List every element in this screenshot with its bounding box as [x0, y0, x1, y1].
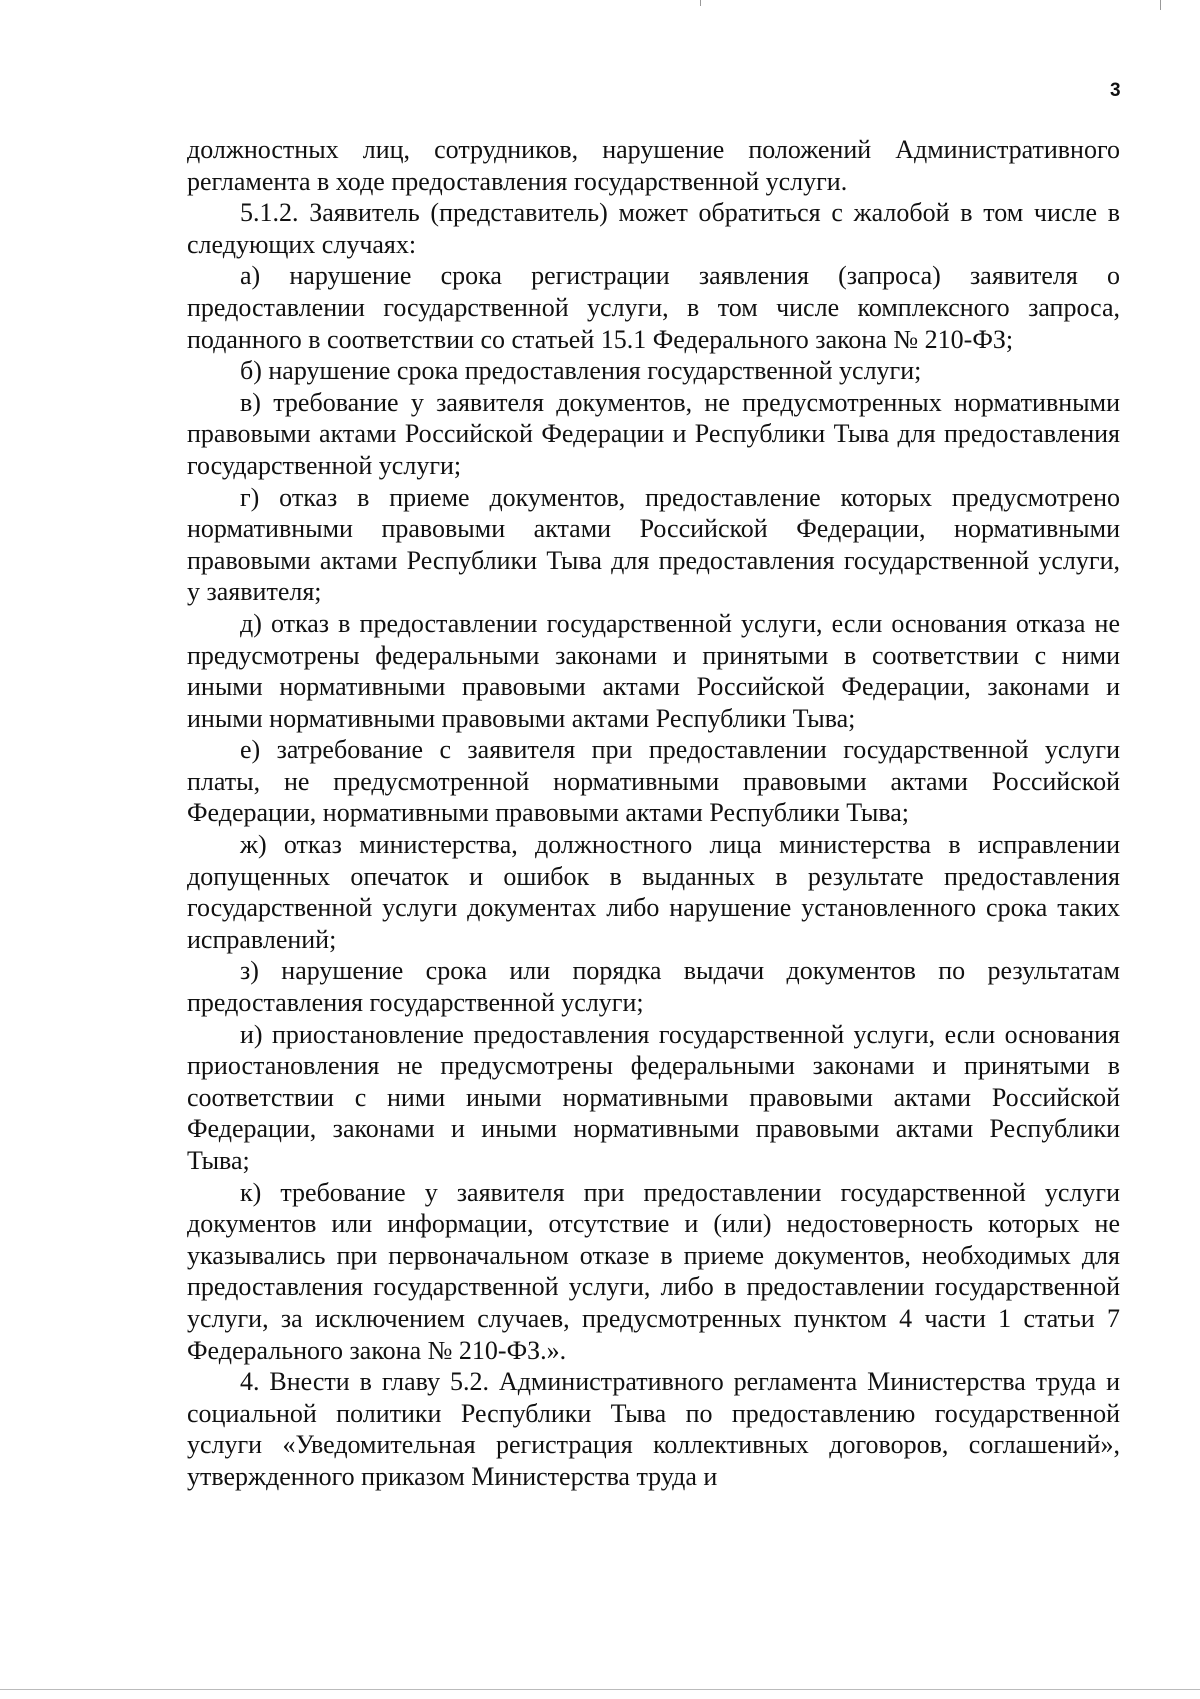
paragraph-point-4: 4. Внести в главу 5.2. Административного регламента Министерства труда и социальной политики Республики Тыва по предоставлению государственной услуги «Уведомительная регистрация коллективных договоров, соглашений», утвержденного приказом Министерства труда и — [187, 1367, 1120, 1491]
paragraph-item-z: з) нарушение срока или порядка выдачи документов по результатам предоставления государственной услуги; — [187, 956, 1120, 1018]
paragraph-item-v: в) требование у заявителя документов, не предусмотренных нормативными правовыми актами Российской Федерации и Республики Тыва для предоставления государственной услуги; — [187, 387, 1120, 480]
paragraph-continuation: должностных лиц, сотрудников, нарушение положений Административного регламента в ходе предоставления государственной услуги. — [187, 135, 1120, 196]
page-number: 3 — [1110, 80, 1121, 101]
scan-edge-line — [0, 1689, 1200, 1690]
paragraph-item-i: и) приостановление предоставления государственной услуги, если основания приостановления не предусмотрены федеральными законами и принятыми в соответствии с ними иными нормативными правовыми актами Российской Федерации, законами и иными нормативными правовыми актами Республики Тыва; — [187, 1019, 1120, 1175]
scan-mark — [1160, 0, 1161, 10]
paragraph-item-k: к) требование у заявителя при предоставлении государственной услуги документов или информации, отсутствие и (или) недостоверность которых не указывались при первоначальном отказе в приеме документов, необходимых для предоставления государственной услуги, либо в предоставлении государственной услуги, за исключением случаев, предусмотренных пунктом 4 части 1 статьи 7 Федерального закона № 210-ФЗ.». — [187, 1177, 1120, 1365]
paragraph-item-zh: ж) отказ министерства, должностного лица министерства в исправлении допущенных опечаток и ошибок в выданных в результате предоставления государственной услуги документах либо нарушение установленного срока таких исправлений; — [187, 830, 1120, 954]
paragraph-item-e: е) затребование с заявителя при предоставлении государственной услуги платы, не предусмотренной нормативными правовыми актами Российской Федерации, нормативными правовыми актами Республики Тыва; — [187, 735, 1120, 828]
scan-mark — [700, 0, 701, 6]
paragraph-item-g: г) отказ в приеме документов, предоставление которых предусмотрено нормативными правовыми актами Российской Федерации, нормативными правовыми актами Республики Тыва для предоставления государственной услуги, у заявителя; — [187, 482, 1120, 607]
paragraph-item-a: а) нарушение срока регистрации заявления (запроса) заявителя о предоставлении государственной услуги, в том числе комплексного запроса, поданного в соответствии со статьей 15.1 Федерального закона № 210-ФЗ; — [187, 261, 1120, 354]
paragraph-5-1-2: 5.1.2. Заявитель (представитель) может обратиться с жалобой в том числе в следующих случаях: — [187, 198, 1120, 259]
paragraph-item-d: д) отказ в предоставлении государственной услуги, если основания отказа не предусмотрены федеральными законами и принятыми в соответствии с ними иными нормативными правовыми актами Российской Федерации, законами и иными нормативными правовыми актами Республики Тыва; — [187, 608, 1120, 733]
document-body — [187, 134, 1120, 1493]
paragraph-item-b: б) нарушение срока предоставления государственной услуги; — [240, 356, 922, 386]
